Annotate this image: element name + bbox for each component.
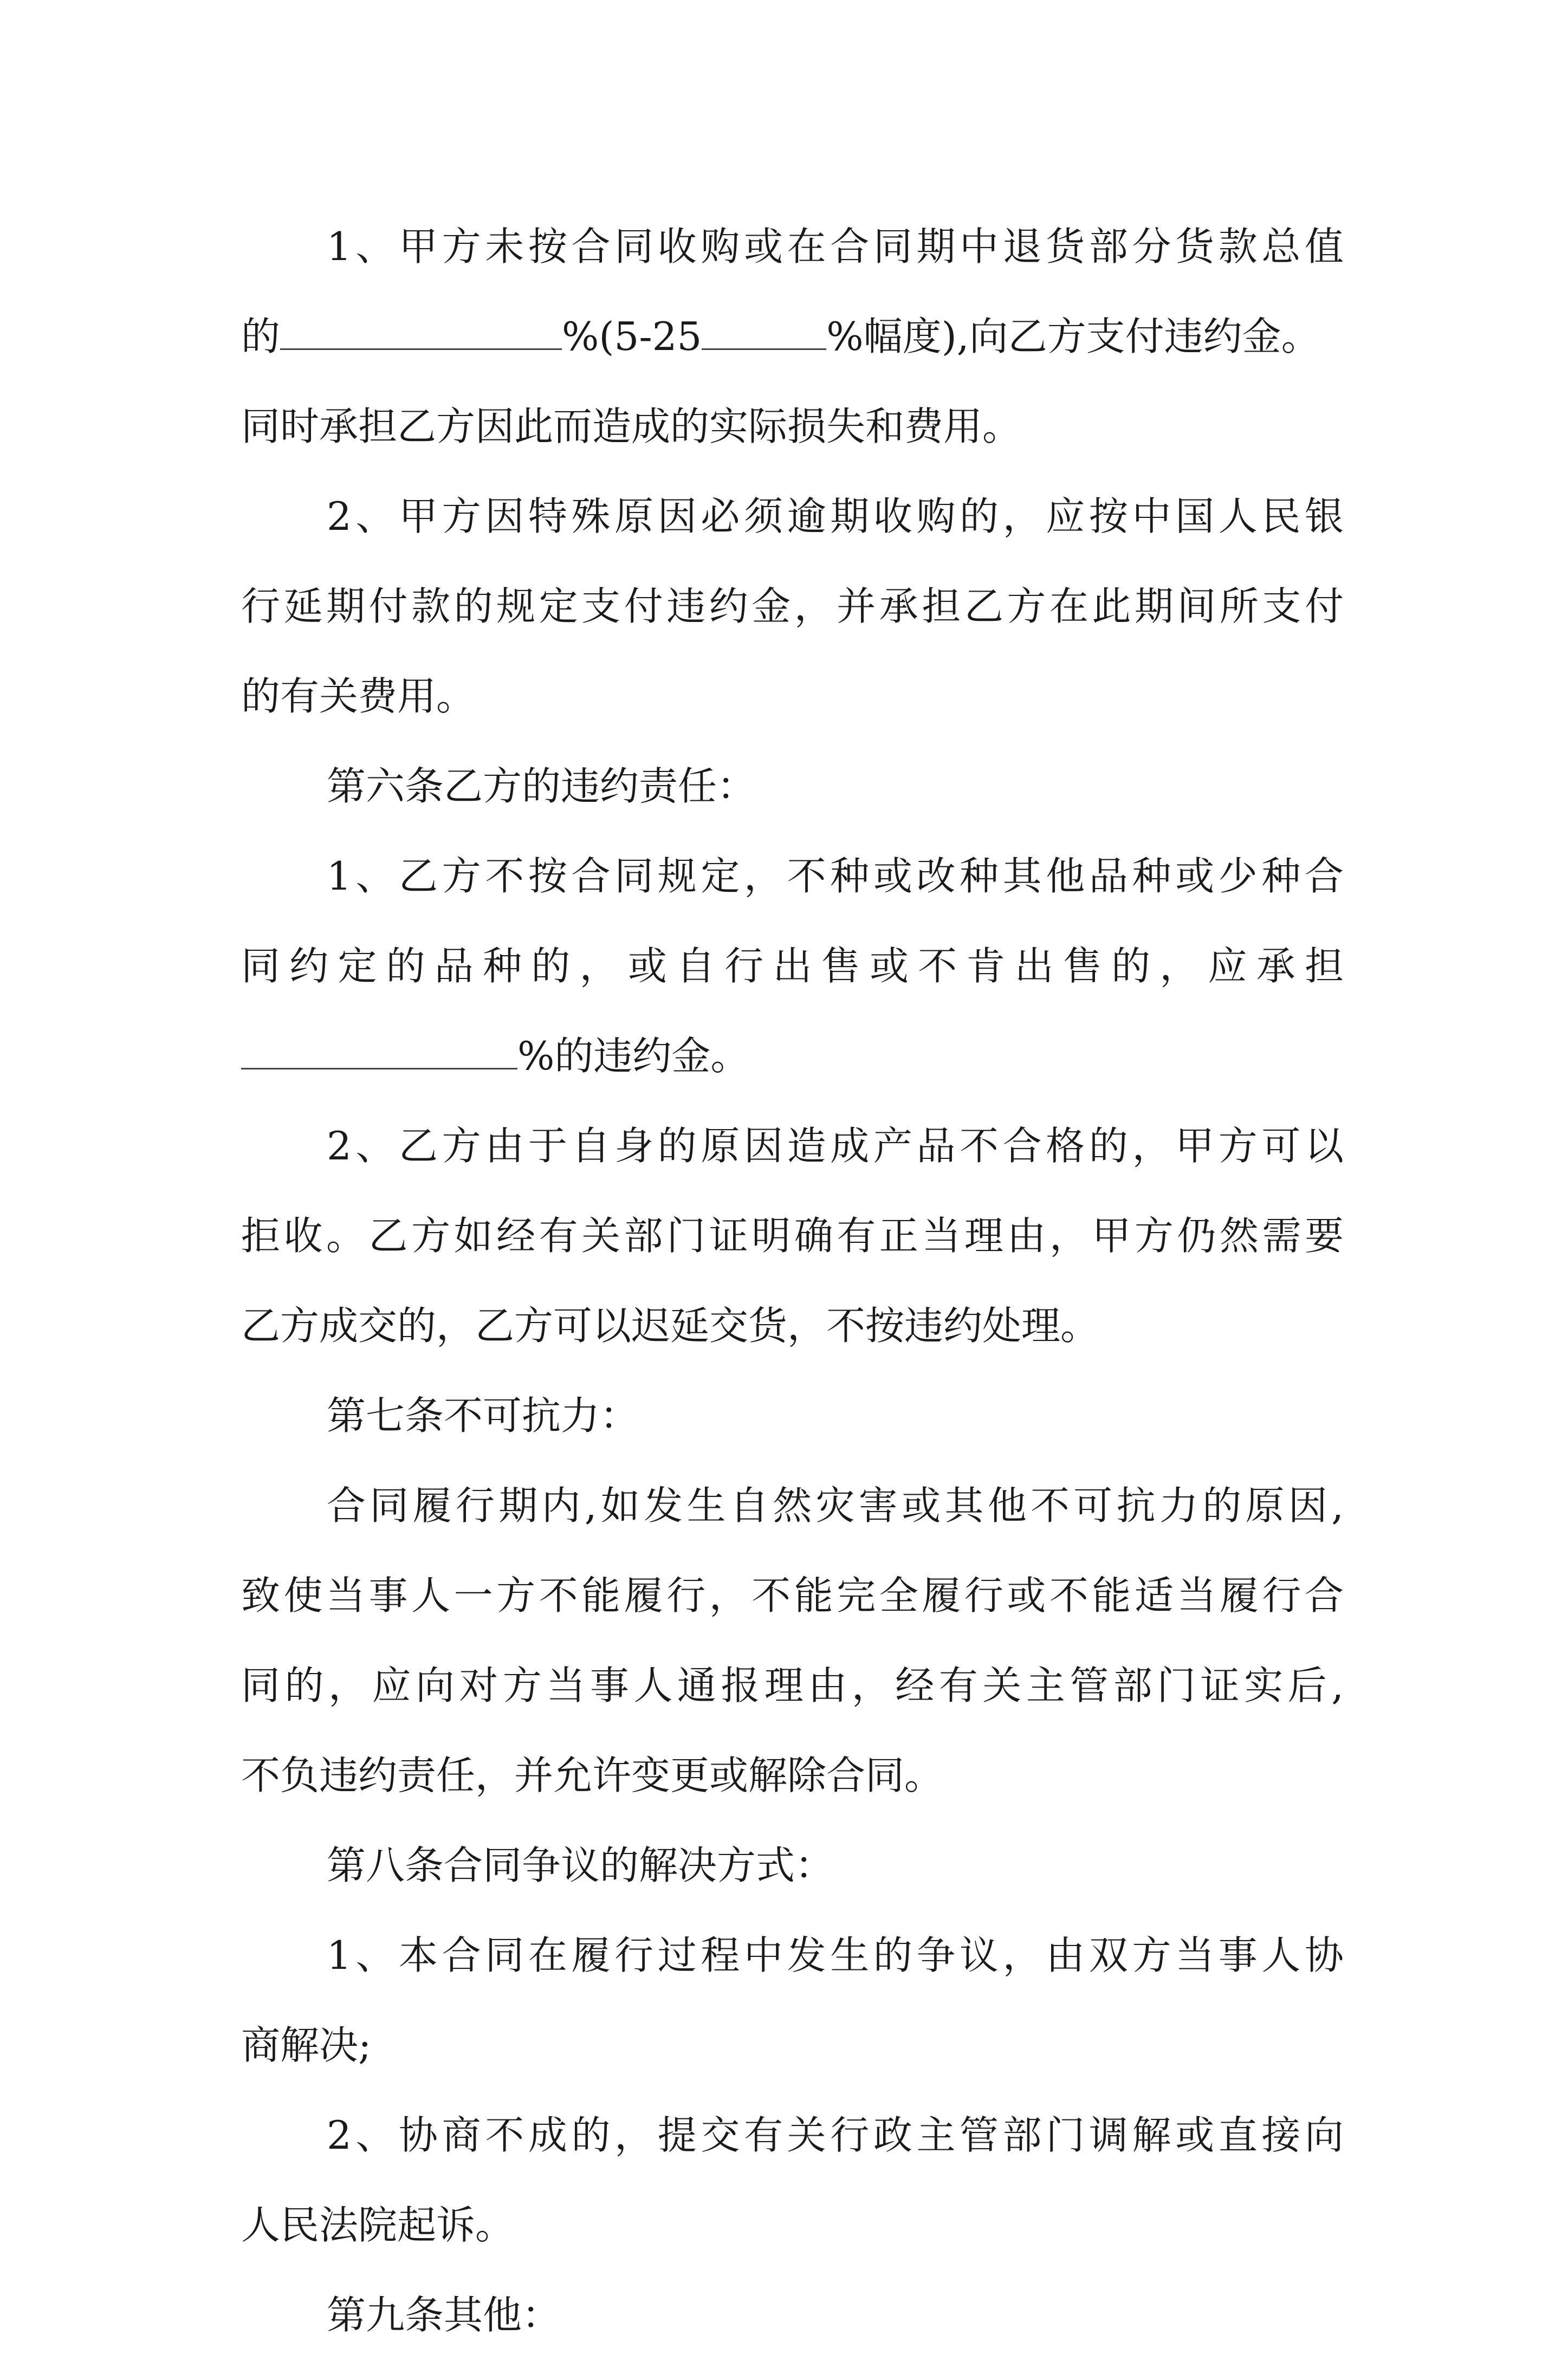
clause-7-body-line-2: 致使当事人一方不能履行，不能完全履行或不能适当履行合 xyxy=(241,1573,1344,1618)
text-fragment: %幅度),向乙方支付违约金。 xyxy=(826,314,1320,359)
clause-7-heading: 第七条不可抗力： xyxy=(327,1393,639,1438)
clause-6-item-2-line-3: 乙方成交的，乙方可以迟延交货，不按违约处理。 xyxy=(241,1303,1100,1348)
text-fragment: %的违约金。 xyxy=(517,1033,750,1079)
clause-6-item-1-line-3 xyxy=(241,1011,1344,1101)
clause-8-item-1-line-2: 商解决; xyxy=(241,2022,372,2068)
clause-7-body-line-4: 不负违约责任，并允许变更或解除合同。 xyxy=(241,1753,944,1798)
text-fragment: %(5-25 xyxy=(562,314,702,359)
clause-8-heading: 第八条合同争议的解决方式： xyxy=(327,1843,834,1888)
clause-5-item-2-line-2: 行延期付款的规定支付违约金，并承担乙方在此期间所支付 xyxy=(241,583,1344,629)
clause-5-item-1-line-1: 1、甲方未按合同收购或在合同期中退货部分货款总值 xyxy=(327,224,1344,269)
fill-in-blank[interactable] xyxy=(241,1031,517,1069)
text-fragment: 的 xyxy=(241,314,281,359)
clause-6-item-2-line-1: 2、乙方由于自身的原因造成产品不合格的，甲方可以 xyxy=(327,1123,1344,1169)
fill-in-blank[interactable] xyxy=(280,312,562,350)
document-body xyxy=(241,202,1344,2360)
clause-6-item-1-line-2: 同约定的品种的，或自行出售或不肯出售的，应承担 xyxy=(241,943,1344,989)
clause-8-item-2-line-1: 2、协商不成的，提交有关行政主管部门调解或直接向 xyxy=(327,2112,1344,2158)
clause-5-item-2-line-3: 的有关费用。 xyxy=(241,673,476,719)
clause-8-item-1-line-1: 1、本合同在履行过程中发生的争议，由双方当事人协 xyxy=(327,1933,1344,1978)
clause-5-item-2-line-1: 2、甲方因特殊原因必须逾期收购的，应按中国人民银 xyxy=(327,494,1344,539)
clause-7-body-line-1: 合同履行期内,如发生自然灾害或其他不可抗力的原因, xyxy=(327,1483,1344,1528)
fill-in-blank[interactable] xyxy=(702,312,826,350)
clause-5-item-1-line-2 xyxy=(241,291,1344,381)
clause-7-body-line-3: 同的，应向对方当事人通报理由，经有关主管部门证实后, xyxy=(241,1663,1344,1708)
clause-8-item-2-line-2: 人民法院起诉。 xyxy=(241,2202,515,2248)
clause-9-heading: 第九条其他： xyxy=(327,2292,561,2338)
clause-6-item-2-line-2: 拒收。乙方如经有关部门证明确有正当理由，甲方仍然需要 xyxy=(241,1213,1344,1259)
clause-6-item-1-line-1: 1、乙方不按合同规定，不种或改种其他品种或少种合 xyxy=(327,853,1344,899)
clause-6-heading: 第六条乙方的违约责任： xyxy=(327,763,756,809)
clause-5-item-1-line-3: 同时承担乙方因此而造成的实际损失和费用。 xyxy=(241,404,1022,449)
